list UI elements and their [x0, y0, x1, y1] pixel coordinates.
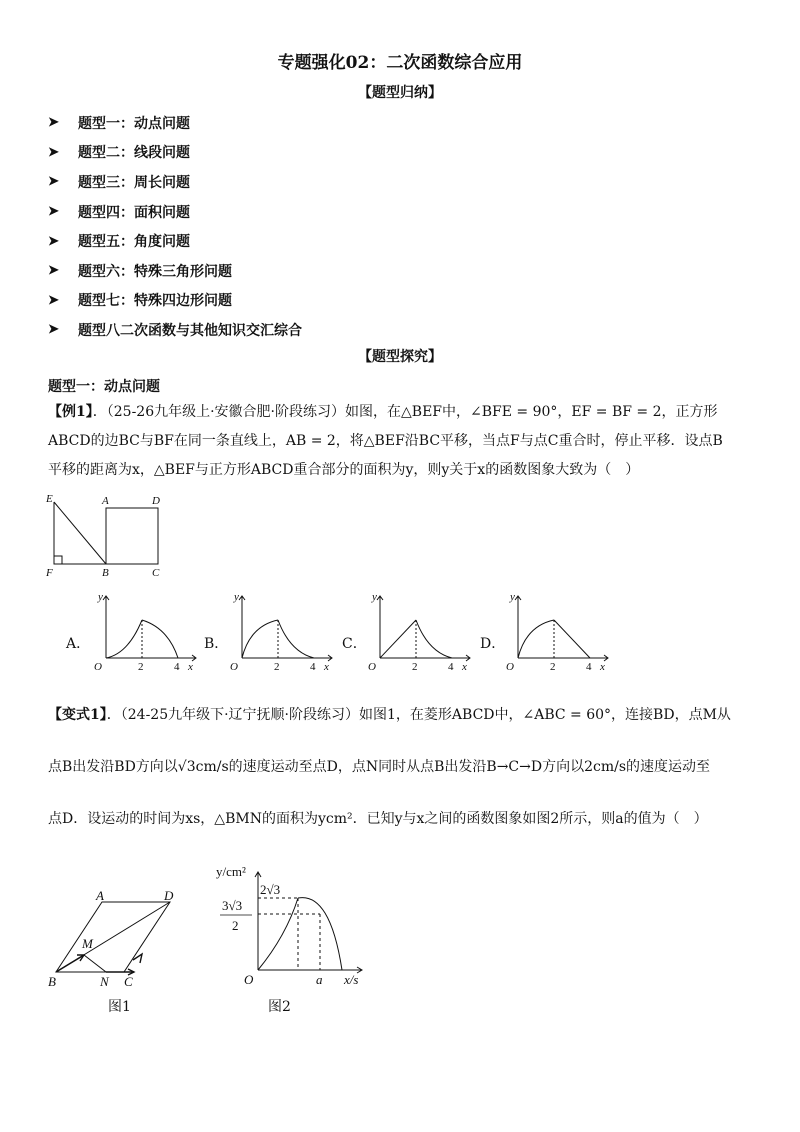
fig2-origin-label: O — [244, 972, 254, 987]
example-1-text — [48, 398, 768, 485]
x-axis-label: x — [188, 661, 193, 673]
fig1-label-b: B — [48, 974, 56, 989]
variant-1-figure-1 — [44, 886, 184, 990]
bullet-arrow-icon: ➤ — [48, 263, 59, 279]
curve-b-rise — [242, 620, 278, 658]
line-c-rise — [380, 620, 416, 658]
choice-c-label: C． — [342, 636, 367, 652]
label-e: E — [46, 493, 53, 505]
curve-a-fall — [142, 620, 178, 658]
variant-1-line-1: 【变式1】．（24-25九年级下·辽宁抚顺·阶段练习）如图1，在菱形ABCD中，∠ABC = 60°，连接BD，点M从 — [48, 707, 731, 723]
topic-heading: 题型一：动点问题 — [48, 379, 160, 395]
variant-1-text — [48, 700, 768, 834]
y-axis-label: y — [234, 591, 239, 603]
bullet-arrow-icon: ➤ — [48, 322, 59, 338]
tick-4: 4 — [174, 661, 180, 673]
fig1-label-d: D — [164, 888, 174, 903]
fig1-label-c: C — [124, 974, 133, 989]
bullet-arrow-icon: ➤ — [48, 174, 59, 190]
topic-list-item: ➤ 题型八二次函数与其他知识交汇综合 — [48, 322, 302, 339]
bullet-arrow-icon: ➤ — [48, 204, 59, 220]
graph-rise-curve — [258, 898, 298, 970]
topic-list — [48, 108, 302, 345]
label-d: D — [152, 495, 160, 507]
fig2-level-numerator: 3√3 — [222, 898, 243, 913]
bullet-arrow-icon: ➤ — [48, 292, 59, 308]
topic-list-item: ➤ 题型二：线段问题 — [48, 144, 190, 162]
curve-d-rise — [518, 620, 554, 658]
segment-mn — [84, 955, 106, 972]
choice-a-label: A． — [66, 636, 91, 652]
y-axis-label: y — [510, 591, 515, 603]
tick-4: 4 — [310, 661, 316, 673]
tick-2: 2 — [550, 661, 556, 673]
choice-a-graph — [88, 590, 200, 674]
bullet-arrow-icon: ➤ — [48, 115, 59, 131]
origin-label: O — [94, 661, 102, 673]
fig2-peak-label: 2√3 — [260, 882, 281, 897]
tick-2: 2 — [274, 661, 280, 673]
curve-c-fall — [416, 620, 452, 658]
curve-b-fall — [278, 620, 314, 658]
topic-list-item: ➤ 题型四：面积问题 — [48, 204, 190, 221]
square-abcd — [106, 508, 158, 564]
origin-label: O — [506, 661, 514, 673]
fig2-x-axis-label: x/s — [344, 972, 359, 987]
topic-list-item: ➤ 题型五：角度问题 — [48, 233, 190, 251]
variant-1-figure-2 — [206, 858, 376, 990]
arrow-bm — [56, 955, 84, 972]
fig2-level-denominator: 2 — [232, 918, 239, 933]
tick-2: 2 — [138, 661, 144, 673]
tick-4: 4 — [586, 661, 592, 673]
tick-2: 2 — [412, 661, 418, 673]
fig1-label-a: A — [96, 888, 104, 903]
bullet-arrow-icon: ➤ — [48, 144, 59, 160]
label-b: B — [102, 567, 109, 579]
variant-1-line-2: 点B出发沿BD方向以√3cm/s的速度运动至点D，点N同时从点B出发沿B→C→D方向以2cm/s的速度运动至 — [48, 759, 711, 775]
choice-d-graph — [500, 590, 612, 674]
x-axis-label: x — [462, 661, 467, 673]
choice-b-label: B． — [204, 636, 229, 652]
x-axis-label: x — [600, 661, 605, 673]
topic-list-item: ➤ 题型六：特殊三角形问题 — [48, 263, 232, 280]
y-axis-label: y — [372, 591, 377, 603]
topic-list-item: ➤ 题型三：周长问题 — [48, 174, 190, 191]
fig1-label-n: N — [100, 974, 109, 989]
label-f: F — [46, 567, 53, 579]
figure-1-caption: 图1 — [108, 999, 131, 1015]
topic-list-item: ➤ 题型七：特殊四边形问题 — [48, 292, 232, 310]
label-a: A — [102, 495, 109, 507]
choice-c-graph — [362, 590, 474, 674]
choice-b-graph — [224, 590, 336, 674]
variant-1-line-3: 点D．设运动的时间为xs，△BMN的面积为ycm²．已知y与x之间的函数图象如图2所示，则a的值为（ ） — [48, 811, 708, 827]
fig1-label-m: M — [82, 936, 93, 951]
bullet-arrow-icon: ➤ — [48, 233, 59, 249]
origin-label: O — [368, 661, 376, 673]
label-c: C — [152, 567, 160, 579]
y-axis-label: y — [98, 591, 103, 603]
example-1-figure — [40, 488, 180, 580]
example-1-line-3: 平移的距离为x，△BEF与正方形ABCD重合部分的面积为y，则y关于x的函数图象大致为（ ） — [48, 462, 640, 478]
section-heading-summary: 【题型归纳】 — [358, 85, 442, 101]
x-axis-label: x — [324, 661, 329, 673]
topic-list-item: ➤ 题型一：动点问题 — [48, 115, 190, 132]
line-d-fall — [554, 620, 590, 658]
fig2-tick-a: a — [316, 972, 323, 987]
figure-2-caption: 图2 — [268, 999, 291, 1015]
fig2-y-axis-label: y/cm² — [216, 864, 246, 879]
tick-4: 4 — [448, 661, 454, 673]
example-1-line-1: 【例1】．（25-26九年级上·安徽合肥·阶段练习）如图，在△BEF中，∠BFE = 90°，EF = BF = 2，正方形 — [48, 404, 718, 420]
curve-a-rise — [106, 620, 142, 658]
choice-d-label: D． — [480, 636, 506, 652]
origin-label: O — [230, 661, 238, 673]
section-heading-explore: 【题型探究】 — [358, 349, 442, 365]
page-title: 专题强化02：二次函数综合应用 — [277, 53, 523, 73]
segment-eb — [54, 502, 106, 564]
right-angle-mark — [54, 556, 62, 564]
example-1-line-2: ABCD的边BC与BF在同一条直线上，AB = 2，将△BEF沿BC平移，当点F与点C重合时，停止平移．设点B — [48, 433, 723, 449]
